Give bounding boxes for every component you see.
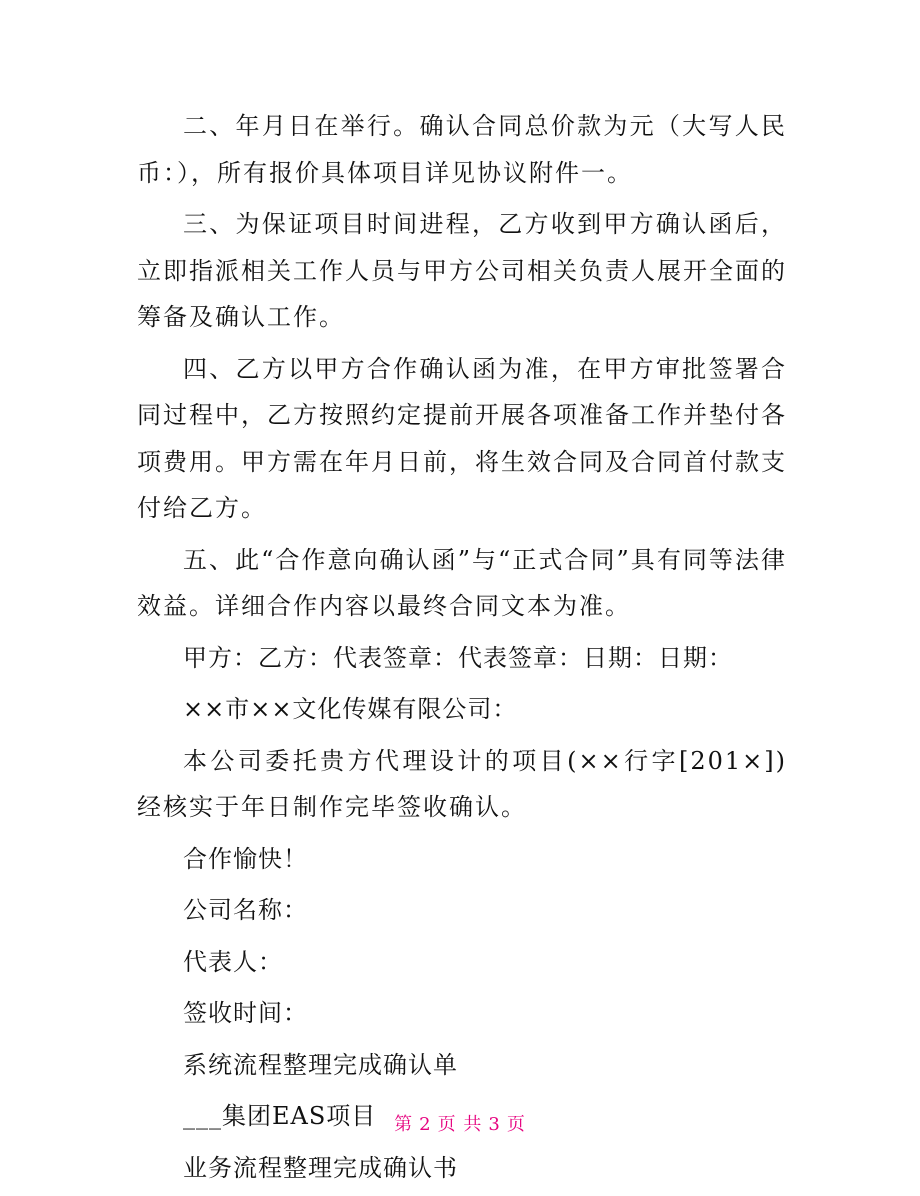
page-footer (0, 1110, 920, 1140)
signature-line: 甲方：乙方：代表签章：代表签章：日期：日期： (183, 643, 733, 672)
addressee: ××市××文化传媒有限公司： (183, 695, 518, 723)
footer-suffix: 页 (506, 1114, 526, 1135)
footer-page-number: 2 (419, 1114, 432, 1135)
footer-middle: 页 共 (437, 1114, 483, 1135)
paragraph-4: 四、乙方以甲方合作确认函为准，在甲方审批签署合同过程中，乙方按照约定提前开展各项准备工作并垫付各项费用。甲方需在年月日前，将生效合同及合同首付款支付给乙方。 (137, 354, 787, 522)
sign-time-label: 签收时间： (183, 999, 308, 1027)
paragraph-2: 二、年月日在举行。确认合同总价款为元（大写人民币：），所有报价具体项目详见协议附件一。 (137, 112, 787, 187)
footer-total-pages: 3 (488, 1114, 501, 1135)
document-body (137, 103, 787, 1196)
section-title-2: ___集团EAS项目 (183, 1102, 377, 1130)
paragraph-3: 三、为保证项目时间进程，乙方收到甲方确认函后，立即指派相关工作人员与甲方公司相关负责人展开全面的筹备及确认工作。 (137, 210, 787, 331)
paragraph-confirmation: 本公司委托贵方代理设计的项目(××行字[201×])经核实于年日制作完毕签收确认。 (137, 746, 787, 821)
closing-line: 合作愉快！ (183, 844, 308, 873)
company-name-label: 公司名称： (183, 896, 308, 924)
section-title-3: 业务流程整理完成确认书 (183, 1153, 458, 1182)
footer-prefix: 第 (394, 1114, 414, 1135)
paragraph-5: 五、此“合作意向确认函”与“正式合同”具有同等法律效益。详细合作内容以最终合同文本为准。 (137, 545, 787, 620)
representative-label: 代表人： (183, 947, 283, 976)
section-title-1: 系统流程整理完成确认单 (183, 1050, 458, 1079)
